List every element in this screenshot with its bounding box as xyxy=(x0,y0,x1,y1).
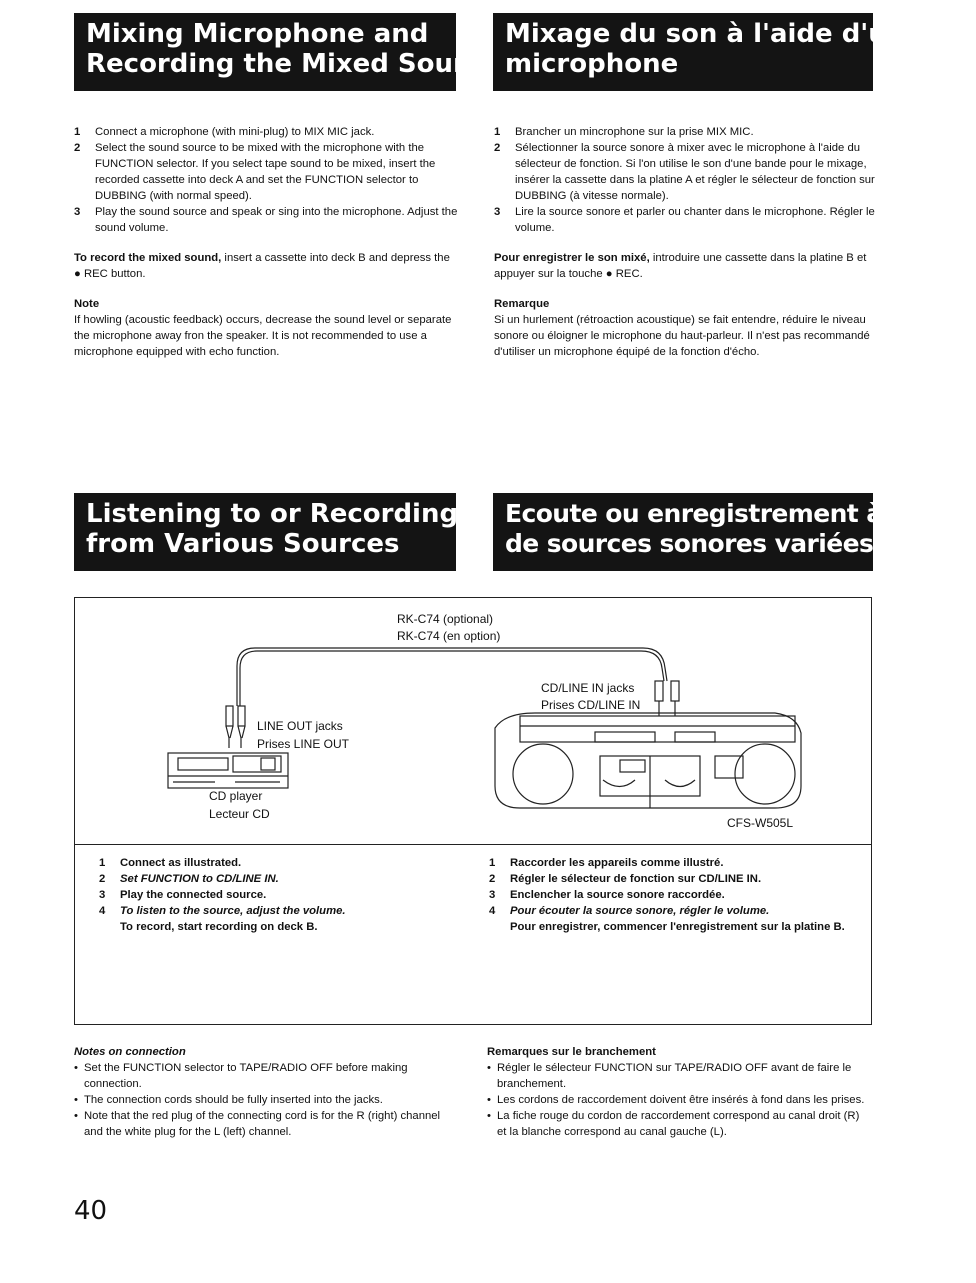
step-text: Enclencher la source sonore raccordée. xyxy=(510,889,725,901)
cd-line-in-plugs xyxy=(655,681,679,716)
list-item xyxy=(99,919,429,935)
cd-player-label-en: CD player xyxy=(209,789,263,803)
radio-cassette-player xyxy=(495,713,801,808)
record-lead: To record the mixed sound, xyxy=(74,252,222,264)
step-number: 1 xyxy=(99,857,106,869)
title-line: Ecoute ou enregistrement à partir xyxy=(505,499,967,528)
section-title-listening-en xyxy=(74,493,459,571)
step-text: Set FUNCTION to CD/LINE IN. xyxy=(120,873,279,885)
mixing-en-column xyxy=(74,124,458,360)
line-out-plugs xyxy=(226,706,245,748)
section-title-mixing-en xyxy=(74,13,491,91)
mixing-fr-column xyxy=(494,124,880,360)
list-item xyxy=(74,204,458,236)
list-item: • The connection cords should be fully inserted into the jacks. xyxy=(74,1092,454,1108)
step-text: Select the sound source to be mixed with the microphone with the FUNCTION selector. If you select tape sound to be mixed, insert the recorded cassette into deck A and set the FUNCTION selector to DUBBING (with normal speed). xyxy=(95,142,436,202)
mixing-en-steps xyxy=(74,124,458,236)
step-number: 4 xyxy=(489,905,496,917)
step-text: To listen to the source, adjust the volume. xyxy=(120,905,346,917)
cable-label-en: RK-C74 (optional) xyxy=(397,612,494,626)
list-item xyxy=(99,903,429,919)
step-text: To record, start recording on deck B. xyxy=(120,921,318,933)
note-heading: Note xyxy=(74,298,100,310)
section-title-mixing-fr xyxy=(493,13,906,91)
title-line: Listening to or Recording xyxy=(86,499,459,529)
step-text: Connect a microphone (with mini-plug) to MIX MIC jack. xyxy=(95,126,375,138)
step-number: 1 xyxy=(489,857,496,869)
list-item xyxy=(489,855,869,871)
list-item xyxy=(494,140,880,204)
title-line: Recording the Mixed Sound xyxy=(86,49,491,79)
listening-fr-steps xyxy=(489,855,869,935)
list-item xyxy=(494,124,880,140)
record-lead: Pour enregistrer le son mixé, xyxy=(494,252,650,264)
line-out-label-fr: Prises LINE OUT xyxy=(257,737,350,751)
notes-fr-list xyxy=(487,1060,871,1140)
cd-player xyxy=(168,753,288,788)
step-number: 2 xyxy=(74,142,81,154)
list-item: • Note that the red plug of the connecting cord is for the R (right) channel and the white plug for the L (left) channel. xyxy=(74,1108,454,1140)
title-line: microphone xyxy=(505,49,679,79)
record-text: insert a cassette into deck B and depress the ● REC button. xyxy=(74,252,450,280)
model-label: CFS-W505L xyxy=(727,816,794,830)
step-number: 4 xyxy=(99,905,106,917)
step-text: Play the sound source and speak or sing into the microphone. Adjust the sound volume. xyxy=(95,206,458,234)
list-item: • Set the FUNCTION selector to TAPE/RADIO OFF before making connection. xyxy=(74,1060,454,1092)
step-number: 1 xyxy=(494,126,501,138)
record-paragraph xyxy=(494,250,880,282)
cd-line-in-label-fr: Prises CD/LINE IN xyxy=(541,698,641,712)
title-line: de sources sonores variées xyxy=(505,529,874,558)
listening-en-steps xyxy=(99,855,429,935)
page-number: 40 xyxy=(74,1196,108,1226)
list-item: • Les cordons de raccordement doivent être insérés à fond dans les prises. xyxy=(487,1092,871,1108)
list-item xyxy=(494,204,880,236)
connection-diagram xyxy=(74,597,872,1025)
notes-en-column xyxy=(74,1044,454,1140)
section-title-listening-fr xyxy=(493,493,967,571)
line-out-label-en: LINE OUT jacks xyxy=(257,719,343,733)
diagram-separator xyxy=(75,844,871,845)
list-item xyxy=(74,124,458,140)
step-number: 3 xyxy=(99,889,106,901)
connection-illustration xyxy=(75,598,871,1024)
list-item: • Régler le sélecteur FUNCTION sur TAPE/RADIO OFF avant de faire le branchement. xyxy=(487,1060,871,1092)
step-text: Connect as illustrated. xyxy=(120,857,242,869)
notes-fr-column xyxy=(487,1044,871,1140)
list-item xyxy=(489,903,869,919)
note-text: Si un hurlement (rétroaction acoustique) se fait entendre, réduire le niveau sonore ou éloigner le microphone du haut-parleur. Il n'est pas recommandé d'utiliser un microphone équipé de la fonction d'écho. xyxy=(494,314,870,358)
list-item xyxy=(99,855,429,871)
list-item xyxy=(74,140,458,204)
step-text: Lire la source sonore et parler ou chanter dans le microphone. Régler le volume. xyxy=(515,206,875,234)
title-line: from Various Sources xyxy=(86,529,400,559)
step-text: Raccorder les appareils comme illustré. xyxy=(510,857,724,869)
record-text: introduire une cassette dans la platine B et appuyer sur la touche ● REC. xyxy=(494,252,867,280)
step-text: Sélectionner la source sonore à mixer avec le microphone à l'aide du sélecteur de fonction. Si l'on utilise le son d'une bande pour le mixage, insérer la cassette dans la platine A et régler le sélecteur de fonction sur DUBBING (à vitesse normale). xyxy=(515,142,875,202)
step-text: Régler le sélecteur de fonction sur CD/LINE IN. xyxy=(510,873,762,885)
step-text: Pour écouter la source sonore, régler le volume. xyxy=(510,905,770,917)
title-line: Mixing Microphone and xyxy=(86,19,429,49)
record-paragraph xyxy=(74,250,458,282)
cd-line-in-label-en: CD/LINE IN jacks xyxy=(541,681,635,695)
step-text: Play the connected source. xyxy=(120,889,267,901)
mixing-fr-steps xyxy=(494,124,880,236)
step-number: 2 xyxy=(494,142,501,154)
step-number: 1 xyxy=(74,126,81,138)
note-text: If howling (acoustic feedback) occurs, decrease the sound level or separate the microphone away fron the speaker. It is not recommended to use a microphone equipped with echo function. xyxy=(74,314,452,358)
step-text: Brancher un mincrophone sur la prise MIX MIC. xyxy=(515,126,754,138)
cd-player-label-fr: Lecteur CD xyxy=(209,807,270,821)
title-line: Mixage du son à l'aide d'un xyxy=(505,19,906,49)
list-item xyxy=(489,919,869,935)
notes-heading: Notes on connection xyxy=(74,1046,186,1058)
cable-label-fr: RK-C74 (en option) xyxy=(397,629,501,643)
list-item xyxy=(99,887,429,903)
list-item: • La fiche rouge du cordon de raccordement correspond au canal droit (R) et la blanche correspond au canal gauche (L). xyxy=(487,1108,871,1140)
step-number: 3 xyxy=(494,206,501,218)
list-item xyxy=(99,871,429,887)
step-number: 2 xyxy=(489,873,496,885)
step-number: 2 xyxy=(99,873,106,885)
list-item xyxy=(489,871,869,887)
note-heading: Remarque xyxy=(494,298,550,310)
notes-en-list xyxy=(74,1060,454,1140)
step-number: 3 xyxy=(74,206,81,218)
step-number: 3 xyxy=(489,889,496,901)
list-item xyxy=(489,887,869,903)
notes-heading: Remarques sur le branchement xyxy=(487,1046,656,1058)
step-text: Pour enregistrer, commencer l'enregistrement sur la platine B. xyxy=(510,921,845,933)
